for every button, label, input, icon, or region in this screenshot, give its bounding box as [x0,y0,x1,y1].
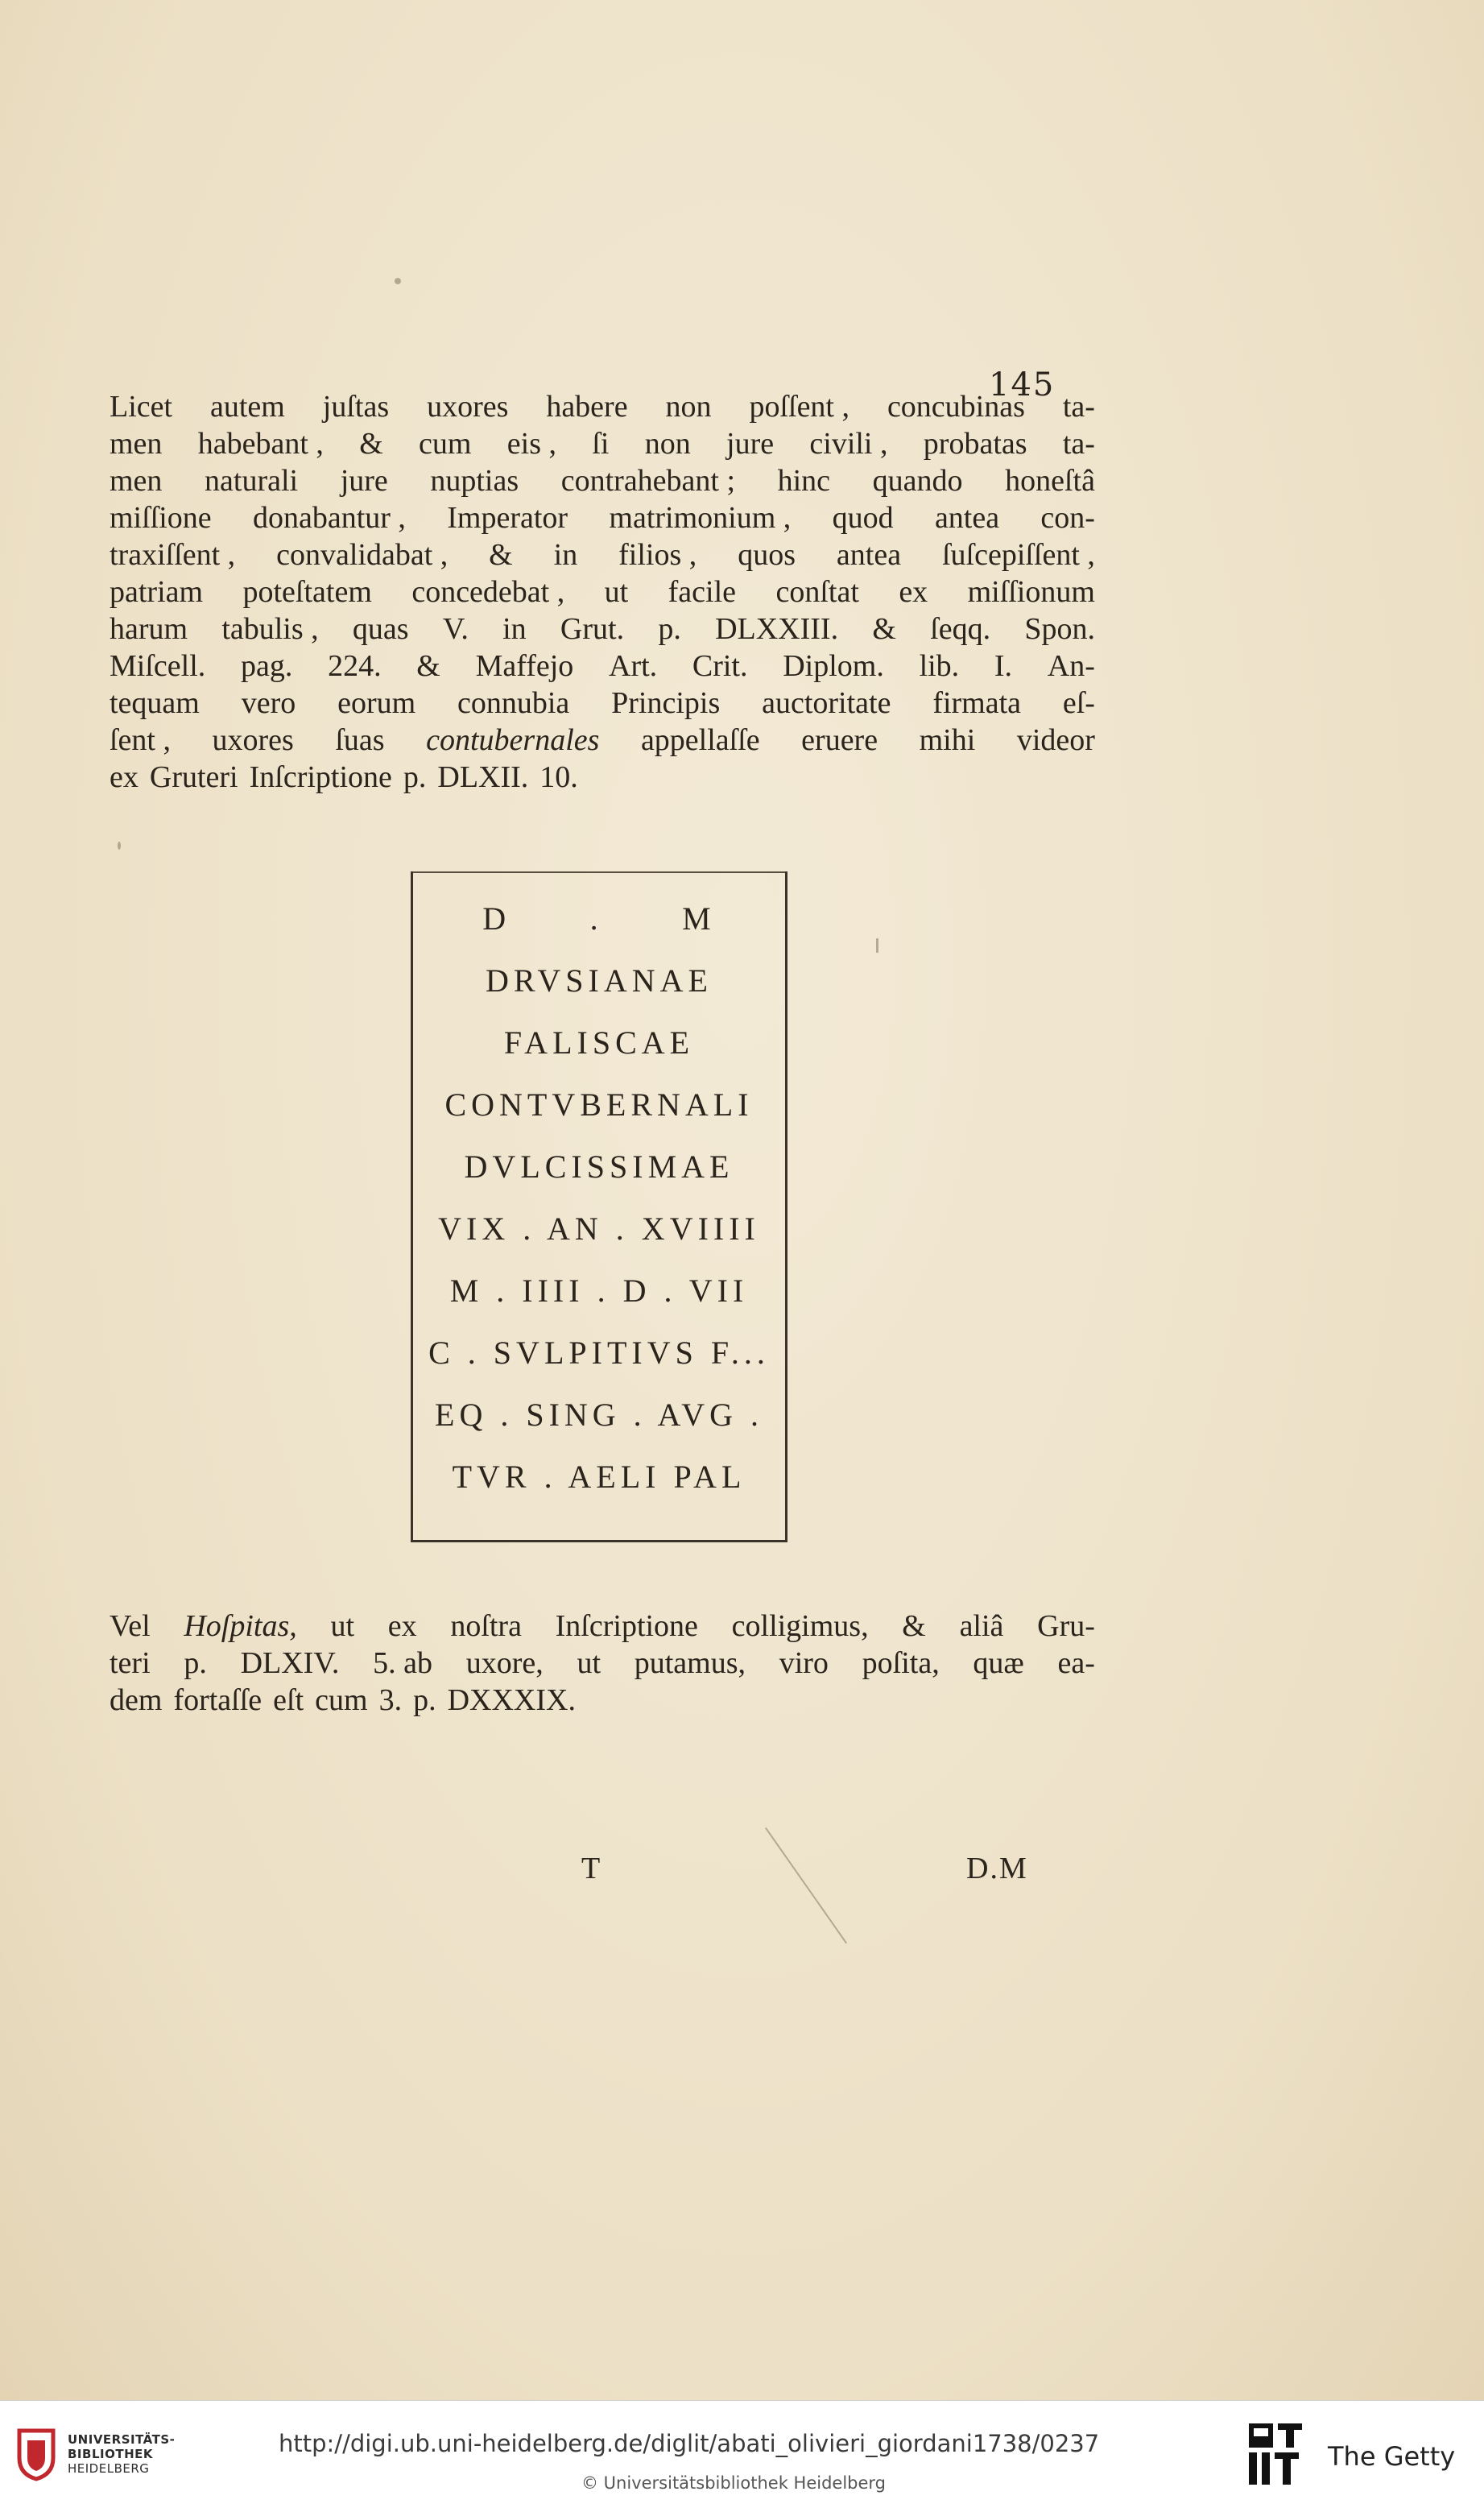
text-line [110,462,1095,499]
word: Licet [110,390,173,424]
text-line [110,648,1095,685]
text-line [110,425,1095,462]
word: matrimonium , [609,501,792,535]
word: Inſcriptione [249,760,392,794]
inscription-line: DVLCISSIMAE [464,1148,734,1185]
word: ex [110,760,138,794]
word: concedebat , [411,575,565,609]
word: traxiſſent , [110,538,236,572]
word: vero [241,686,296,720]
word: cum [419,427,472,461]
paragraph-2 [110,1608,1095,1719]
word: quos [738,538,796,572]
getty-logo[interactable] [1244,2420,1455,2493]
word: lib. [919,649,960,683]
word: & [416,649,440,683]
inscription-d: D [482,900,511,937]
word: conſtat [775,575,859,609]
text-line [110,388,1095,425]
word: DXXXIX. [447,1683,576,1717]
text-line [110,610,1095,648]
word: concubinas [887,390,1025,424]
word: mihi [919,723,976,757]
document-url-link[interactable]: http://digi.ub.uni-heidelberg.de/diglit/abati_olivieri_giordani1738/0237 [279,2430,1100,2457]
logo-line-1: UNIVERSITÄTS- [68,2432,176,2447]
word: donabantur , [252,501,406,535]
word: tabulis , [221,612,319,646]
word: Art. [609,649,658,683]
word: patriam [110,575,204,609]
footer-bar [0,2400,1484,2508]
word: I. [994,649,1013,683]
word: p. [403,760,427,794]
text-line [110,759,1095,796]
word: Inſcriptione [555,1609,698,1643]
inscription-line: FALISCAE [503,1024,695,1061]
paragraph-1 [110,388,1095,796]
word: ſi [592,427,610,461]
catchword-right: D.M [966,1852,1028,1885]
word: teri [110,1646,151,1680]
word: harum [110,612,188,646]
pen-stroke [765,1827,847,1943]
inscription-dot: . [589,900,603,937]
text-line [110,499,1095,536]
text-line [110,1682,1095,1719]
word: videor [1016,723,1095,757]
copyright-notice: © Universitätsbibliothek Heidelberg [581,2473,887,2493]
word: ea- [1057,1646,1095,1680]
word: men [110,427,163,461]
inscription-line: EQ . SING . AVG . [435,1397,763,1433]
inscription-top-rule [411,871,787,873]
word: men [110,464,163,498]
word: eruere [801,723,878,757]
word: ſuſcepiſſent , [941,538,1095,572]
university-library-logo[interactable] [13,2422,182,2486]
word: ta- [1062,427,1095,461]
word: 10. [539,760,578,794]
word: uxores [427,390,509,424]
word: civili , [809,427,888,461]
word: & [872,612,896,646]
word: noſtra [450,1609,522,1643]
word: putamus, [634,1646,746,1680]
inscription-line: VIX . AN . XVIIII [438,1211,760,1247]
word: auctoritate [762,686,891,720]
word: in [553,538,578,572]
text-line [110,1608,1095,1645]
word: ſent , [110,723,171,757]
word: juſtas [322,390,390,424]
word: antea [934,501,1000,535]
word: eſ- [1062,686,1095,720]
word: p. [184,1646,207,1680]
word: viro [779,1646,829,1680]
word: poteſtatem [242,575,372,609]
page-number: 145 [989,366,1056,404]
getty-label: The Getty [1328,2441,1456,2472]
word: dem [110,1683,163,1717]
logo-line-2: BIBLIOTHEK [68,2447,153,2461]
word: 224. [328,649,382,683]
word: ex [387,1609,417,1643]
word: fortaſſe [173,1683,262,1717]
word: quæ [973,1646,1024,1680]
text-line [110,1645,1095,1682]
paper-spot [395,278,401,284]
word: ſeqq. [930,612,991,646]
logo-line-3: HEIDELBERG [68,2461,150,2476]
inscription-box [411,871,787,1542]
word: quas [352,612,409,646]
word: Miſcell. [110,649,206,683]
paper-spot [876,938,878,953]
word: colligimus, [731,1609,869,1643]
word: filios , [618,538,697,572]
word: jure [726,427,775,461]
word: antea [836,538,902,572]
word: Diplom. [783,649,884,683]
word: DLXIV. [240,1646,340,1680]
word: jure [340,464,388,498]
word: poſſent , [749,390,849,424]
word: non [644,427,691,461]
inscription-lines [411,888,787,1508]
word: miſſionum [967,575,1095,609]
word: ut [330,1609,355,1643]
word: eis , [506,427,556,461]
inscription-line: CONTVBERNALI [444,1086,754,1123]
word: ut [604,575,629,609]
word: & [359,427,383,461]
word: Gru- [1037,1609,1095,1643]
word: uxores [212,723,294,757]
word: p. [658,612,681,646]
word: Spon. [1024,612,1095,646]
word: Maffejo [475,649,574,683]
word: honeſtâ [1005,464,1095,498]
inscription-line: C . SVLPITIVS F... [428,1335,770,1371]
word: con- [1040,501,1095,535]
word: miſſione [110,501,212,535]
getty-mark-icon [1244,2420,1308,2493]
word: Crit. [692,649,748,683]
inscription-line: DRVSIANAE [486,962,713,999]
word: Grut. [560,612,625,646]
word: convalidabat , [276,538,449,572]
inscription-dm-line [411,888,787,950]
word: DLXII. [437,760,529,794]
text-line [110,536,1095,573]
word: Hoſpitas, [184,1609,297,1643]
word: connubia [457,686,570,720]
word: quando [872,464,963,498]
word: 5. ab [373,1646,432,1680]
word: uxore, [465,1646,544,1680]
word: & [902,1609,926,1643]
text-line [110,722,1095,759]
word: hinc [777,464,831,498]
word: probatas [923,427,1027,461]
word: aliâ [959,1609,1004,1643]
word: naturali [205,464,299,498]
word: non [665,390,712,424]
inscription-m: M [682,900,716,937]
word: habere [546,390,628,424]
word: cum [315,1683,368,1717]
word: facile [668,575,737,609]
word: 3. [378,1683,403,1717]
word: autem [210,390,285,424]
word: ut [577,1646,601,1680]
word: Principis [611,686,721,720]
catchword-left: T [581,1852,601,1885]
paper-spot [118,842,121,850]
word: ſuas [335,723,385,757]
word: & [489,538,513,572]
word: V. [442,612,469,646]
inscription-line: TVR . AELI PAL [452,1459,746,1495]
word: p. [413,1683,436,1717]
word: eſt [273,1683,304,1717]
word: Imperator [447,501,568,535]
word: in [502,612,527,646]
word: poſita, [862,1646,940,1680]
word: pag. [240,649,293,683]
text-line [110,685,1095,722]
word: Vel [110,1609,151,1643]
word: nuptias [430,464,519,498]
word: DLXXIII. [715,612,839,646]
word: tequam [110,686,200,720]
word: eorum [337,686,416,720]
inscription-bottom-rule [411,1540,787,1542]
heidelberg-seal-icon [13,2426,60,2482]
word: appellaſſe [640,723,760,757]
word: contubernales [426,723,600,757]
word: ex [899,575,928,609]
word: habebant , [197,427,324,461]
word: An- [1047,649,1095,683]
word: contrahebant ; [560,464,736,498]
inscription-line: M . IIII . D . VII [449,1273,749,1309]
word: Gruteri [149,760,238,794]
word: quod [832,501,894,535]
text-line [110,573,1095,610]
word: ta- [1062,390,1095,424]
word: firmata [932,686,1022,720]
